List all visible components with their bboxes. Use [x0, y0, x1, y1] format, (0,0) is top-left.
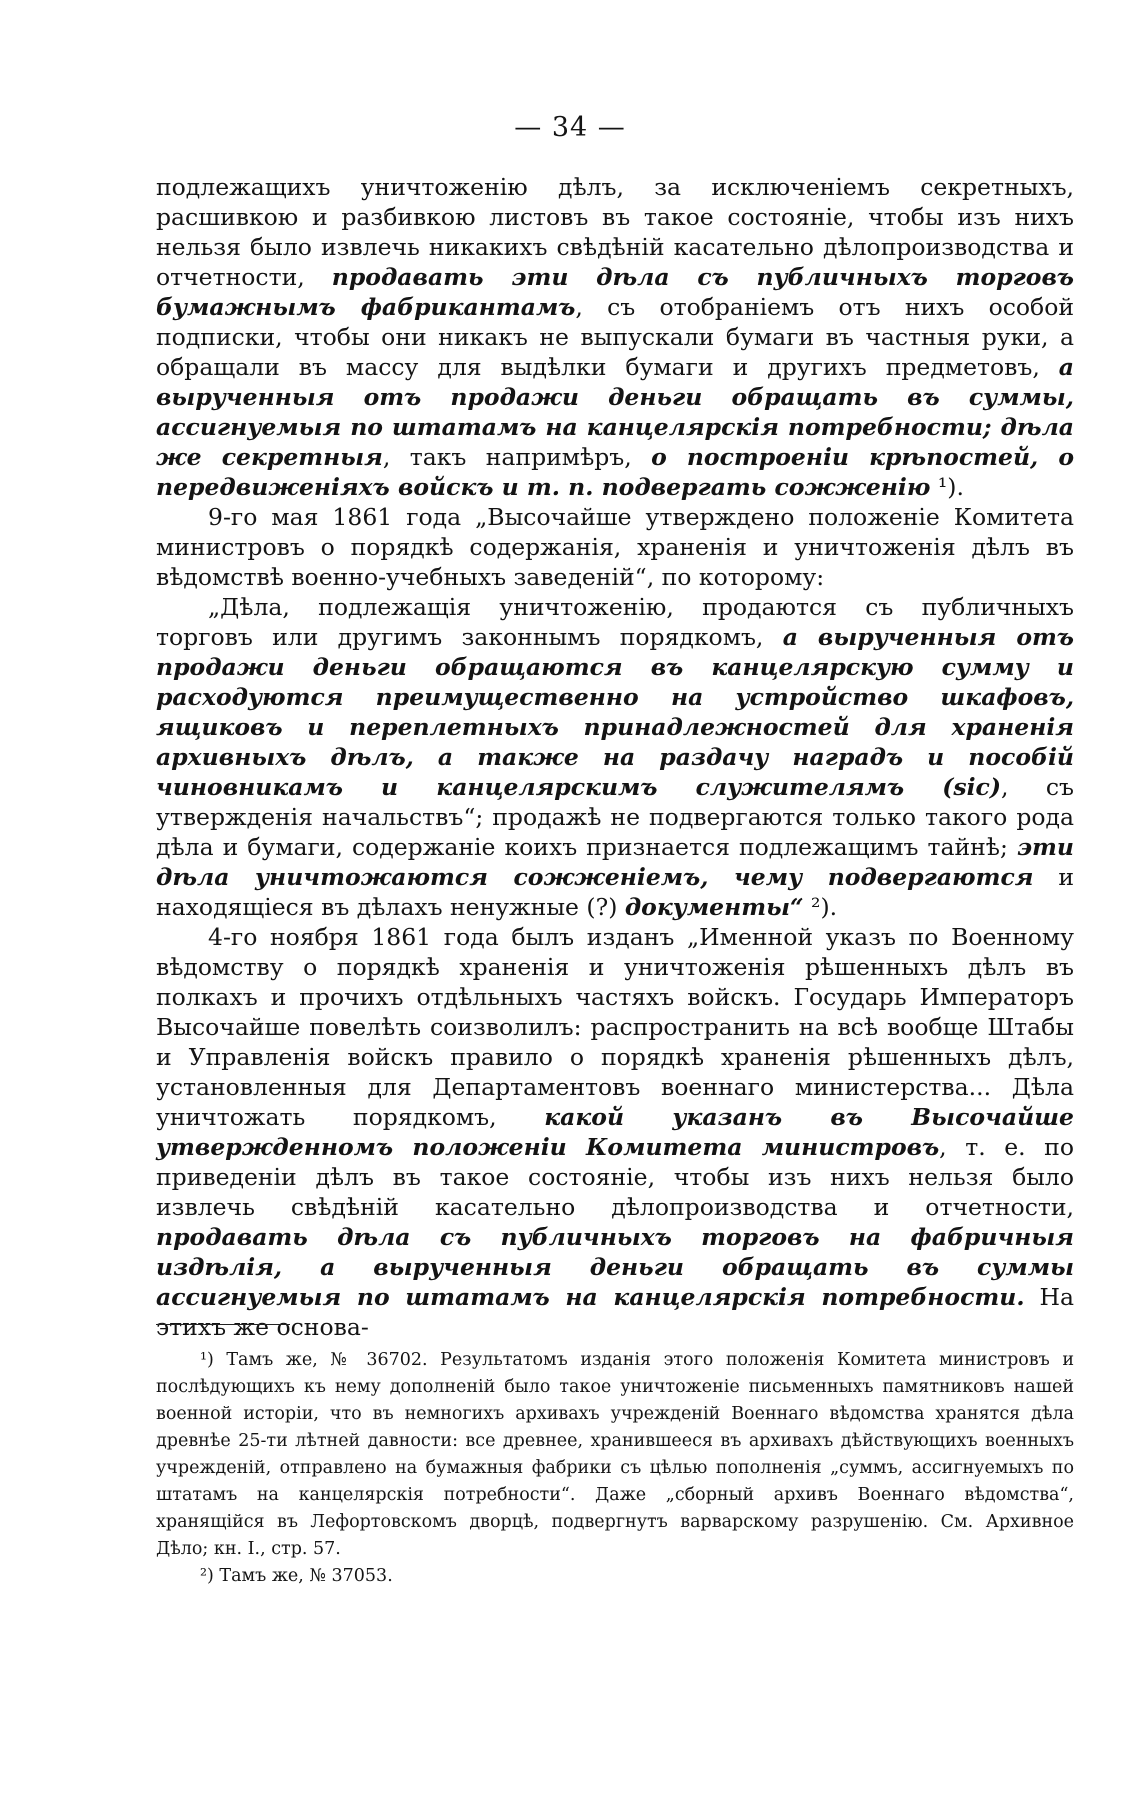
text-segment: ¹).	[930, 473, 964, 501]
italic-segment: а вырученныя отъ продажи деньги обращать въ суммы, ассигнуемыя по штатамъ на канцелярскія потребности; дѣла же секретныя	[156, 353, 1074, 471]
footnote-1: ¹) Тамъ же, № 36702. Результатомъ изданія этого положенія Комитета министровъ и послѣдующихъ къ нему дополненій было такое уничтоженіе письменныхъ памятниковъ нашей военной исторіи, что въ немногихъ архивахъ учрежденій Военнаго вѣдомства хранятся дѣла древнѣе 25-ти лѣтней давности: все древнее, хранившееся въ архивахъ дѣйствующихъ военныхъ учрежденій, отправлено на бумажныя фабрики съ цѣлью пополненія „суммъ, ассигнуемыхъ по штатамъ на канцелярскія потребности“. Даже „сборный архивъ Военнаго вѣдомства“, хранящійся въ Лефортовскомъ дворцѣ, подвергнутъ варварскому разрушенію. См. Архивное Дѣло; кн. I., стр. 57.	[156, 1350, 1074, 1559]
body-text	[156, 172, 1074, 1342]
text-segment: „Дѣла, подлежащія уничтоженію, продаются съ публичныхъ торговъ или другимъ законнымъ порядкомъ,	[156, 593, 1074, 651]
footnote-divider	[156, 1324, 290, 1325]
italic-segment: эти дѣла уничтожаются сожженіемъ, чему подвергаются	[156, 833, 1074, 891]
paragraph-3	[156, 592, 1074, 922]
italic-segment: о построеніи крѣпостей, о передвиженіяхъ войскъ и т. п. подвергать сожженію	[156, 443, 1074, 501]
footnotes	[156, 1347, 1074, 1590]
text-segment: На этихъ же основа-	[156, 1283, 1074, 1341]
page-number: — 34 —	[514, 112, 626, 143]
italic-segment: какой указанъ въ Высочайше утвержденномъ положеніи Комитета министровъ	[156, 1103, 1074, 1161]
text-segment: , такъ напримѣръ,	[382, 443, 652, 471]
italic-segment: документы“	[624, 893, 804, 921]
footnote-2: ²) Тамъ же, № 37053.	[200, 1566, 393, 1586]
italic-segment: продавать дѣла съ публичныхъ торговъ на фабричныя издѣлія, а вырученныя деньги обращать въ суммы ассигнуемыя по штатамъ на канцелярскія потребности.	[156, 1223, 1074, 1311]
text-segment: , съ утвержденія начальствъ“; продажѣ не подвергаются только такого рода дѣла и бумаги, содержаніе коихъ признается подлежащимъ тайнѣ;	[156, 773, 1074, 861]
paragraph-1	[156, 172, 1074, 502]
text-segment: подлежащихъ уничтоженію дѣлъ, за исключеніемъ секретныхъ, расшивкою и разбивкою листовъ въ такое состояніе, чтобы изъ нихъ нельзя было извлечь никакихъ свѣдѣній касательно дѣлопроизводства и отчетности,	[156, 173, 1074, 291]
text-segment: и находящіеся въ дѣлахъ ненужные (?)	[156, 863, 1074, 921]
text-segment: ²).	[803, 893, 838, 921]
text-segment: , т. е. по приведеніи дѣлъ въ такое состояніе, чтобы изъ нихъ нельзя было извлечь свѣдѣній касательно дѣлопроизводства и отчетности,	[156, 1133, 1074, 1221]
italic-segment: а вырученныя отъ продажи деньги обращаются въ канцелярскую сумму и расходуются преимущественно на устройство шкафовъ, ящиковъ и переплетныхъ принадлежностей для храненія архивныхъ дѣлъ, а также на раздачу наградъ и пособій чиновникамъ и канцелярскимъ служителямъ (sic)	[156, 623, 1075, 801]
text-segment: 4-го ноября 1861 года былъ изданъ „Именной указъ по Военному вѣдомству о порядкѣ храненія и уничтоженія рѣшенныхъ дѣлъ въ полкахъ и прочихъ отдѣльныхъ частяхъ войскъ. Государь Императоръ Высочайше повелѣть соизволилъ: распространить на всѣ вообще Штабы и Управленія войскъ правило о порядкѣ храненія рѣшенныхъ дѣлъ, установленныя для Департаментовъ военнаго министерства... Дѣла уничтожать порядкомъ,	[156, 923, 1074, 1131]
italic-segment: продавать эти дѣла съ публичныхъ торговъ бумажнымъ фабрикантамъ	[156, 263, 1074, 321]
paragraph-2	[156, 502, 1074, 592]
paragraph-4	[156, 922, 1074, 1342]
text-segment: , съ отобраніемъ отъ нихъ особой подписки, чтобы они никакъ не выпускали бумаги въ частныя руки, а обращали въ массу для выдѣлки бумаги и другихъ предметовъ,	[156, 293, 1075, 381]
text-segment: 9-го мая 1861 года „Высочайше утверждено положеніе Комитета министровъ о порядкѣ содержанія, храненія и уничтоженія дѣлъ въ вѣдомствѣ военно-учебныхъ заведеній“, по которому:	[156, 503, 1074, 591]
